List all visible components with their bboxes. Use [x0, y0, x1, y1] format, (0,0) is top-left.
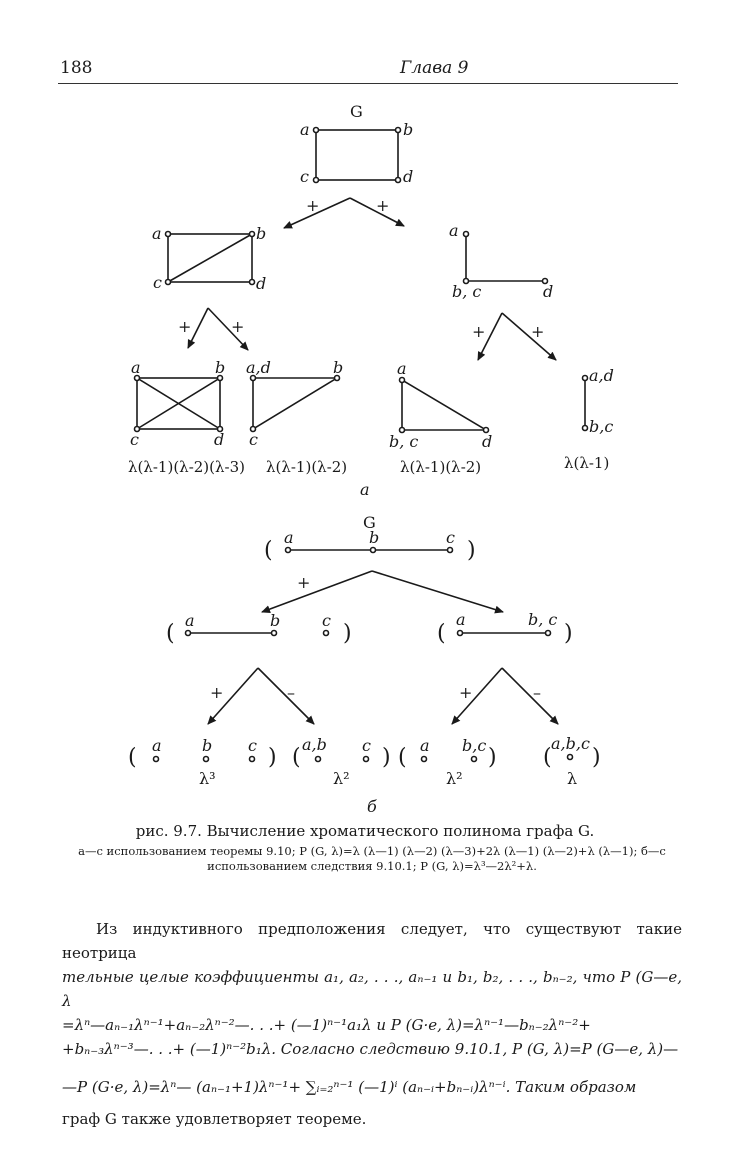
- plus-b2: +: [210, 683, 224, 702]
- paragraph-1-line-3: =λⁿ—aₙ₋₁λⁿ⁻¹+aₙ₋₂λⁿ⁻²—. . .+ (—1)ⁿ⁻¹a₁λ и P (G·e, λ)=λⁿ⁻¹—bₙ₋₂λⁿ⁻²+: [62, 1016, 591, 1034]
- plus-4: +: [231, 317, 245, 336]
- result-2: λ²: [333, 769, 350, 788]
- graph-path-bc: [449, 221, 553, 301]
- label-a: a: [284, 528, 294, 547]
- label-a: a: [131, 358, 141, 377]
- svg-text:): ): [382, 745, 391, 770]
- paragraph-2: граф G также удовлетворяет теореме.: [62, 1110, 367, 1128]
- minus-b2: –: [533, 683, 541, 702]
- svg-text:(: (: [398, 745, 407, 770]
- label-a: a: [152, 224, 162, 243]
- label-c: c: [362, 736, 371, 755]
- label-d: d: [214, 430, 225, 449]
- graph-g-square: [300, 102, 413, 186]
- paragraph-1-line-2: тельные целые коэффициенты a₁, a₂, . . ., aₙ₋₁ и b₁, b₂, . . ., bₙ₋₂, что P (G—e, λ: [62, 968, 682, 1010]
- label-c: c: [249, 430, 258, 449]
- plus-b3: +: [459, 683, 473, 702]
- arrow-b-3b: [502, 668, 558, 724]
- plus-1: +: [306, 196, 320, 215]
- svg-text:): ): [488, 745, 497, 770]
- polynomial-3: λ(λ-1)(λ-2): [400, 458, 482, 476]
- plus-5: +: [472, 322, 486, 341]
- arrow-b-2b: [258, 668, 314, 724]
- label-d: d: [403, 167, 414, 186]
- arrow-b-left: [262, 571, 372, 612]
- label-c: c: [300, 167, 309, 186]
- plus-3: +: [178, 317, 192, 336]
- svg-text:(: (: [437, 621, 446, 646]
- label-a: a: [397, 359, 407, 378]
- label-c: c: [130, 430, 139, 449]
- label-bc: b, c: [528, 610, 558, 629]
- svg-text:): ): [592, 745, 601, 770]
- result-1: λ³: [199, 769, 216, 788]
- figure-a: [128, 102, 614, 499]
- label-c: c: [446, 528, 455, 547]
- label-bc: b,c: [462, 736, 487, 755]
- polynomial-1: λ(λ-1)(λ-2)(λ-3): [128, 458, 245, 476]
- label-c: c: [248, 736, 257, 755]
- graph-square-diagonal: [152, 224, 266, 293]
- graph-k4: [130, 358, 225, 449]
- label-ad: a,d: [246, 358, 271, 377]
- label-a: a: [449, 221, 459, 240]
- graph-path-abc: [264, 528, 476, 563]
- label-d: d: [482, 432, 493, 451]
- graph-triangle-bc: [389, 359, 492, 451]
- label-b: b: [270, 611, 281, 630]
- label-a: a: [152, 736, 162, 755]
- subfigure-b-label: б: [367, 797, 377, 816]
- plus-6: +: [531, 322, 545, 341]
- label-a: a: [185, 611, 195, 630]
- plus-2: +: [376, 196, 390, 215]
- label-b: b: [403, 120, 414, 139]
- graph-triangle-ad: [246, 358, 343, 449]
- label-d: d: [543, 282, 554, 301]
- plus-b1: +: [297, 573, 311, 592]
- label-a: a: [420, 736, 430, 755]
- label-d: d: [256, 274, 267, 293]
- label-bc: b,c: [589, 417, 614, 436]
- svg-text:(: (: [543, 745, 552, 770]
- label-bc: b, c: [452, 282, 482, 301]
- arrow-b-right: [372, 571, 503, 612]
- paragraph-1-line-1: Из индуктивного предположения следует, что существуют такие неотрица: [62, 920, 682, 962]
- label-a: a: [300, 120, 310, 139]
- minus-b1: –: [287, 683, 295, 702]
- chapter-title: Глава 9: [400, 58, 469, 78]
- vertex-c: [314, 178, 319, 183]
- label-b: b: [215, 358, 226, 377]
- svg-text:): ): [564, 621, 573, 646]
- body-text: [62, 917, 682, 1131]
- svg-text:): ): [467, 538, 476, 563]
- label-ad: a,d: [589, 366, 614, 385]
- label-b: b: [369, 528, 380, 547]
- svg-text:): ): [268, 745, 277, 770]
- label-b: b: [256, 224, 267, 243]
- label-c: c: [322, 611, 331, 630]
- graph-ab-c: [166, 611, 352, 646]
- vertex-b: [396, 128, 401, 133]
- label-a: a: [456, 610, 466, 629]
- page-number: 188: [60, 58, 93, 78]
- label-b: b: [202, 736, 213, 755]
- result-4: λ: [567, 769, 578, 788]
- square-edges: [316, 130, 398, 180]
- graph-g-label: G: [350, 102, 363, 121]
- figure-b: [128, 513, 601, 816]
- label-ab: a,b: [302, 735, 327, 754]
- svg-text:(: (: [166, 621, 175, 646]
- polynomial-2: λ(λ-1)(λ-2): [266, 458, 348, 476]
- svg-text:(: (: [292, 745, 301, 770]
- label-c: c: [153, 273, 162, 292]
- paragraph-1-line-4: +bₙ₋₃λⁿ⁻³—. . .+ (—1)ⁿ⁻²b₁λ. Согласно следствию 9.10.1, P (G, λ)=P (G—e, λ)—: [62, 1040, 679, 1058]
- polynomial-4: λ(λ-1): [564, 454, 610, 472]
- figure-caption-title: рис. 9.7. Вычисление хроматического полинома графа G.: [135, 822, 595, 840]
- graph-a-bc: [437, 610, 573, 646]
- svg-text:(: (: [128, 745, 137, 770]
- vertex-d: [396, 178, 401, 183]
- subfigure-a-label: a: [360, 480, 370, 499]
- label-abc: a,b,c: [551, 734, 590, 753]
- graph-g-label: G: [363, 513, 376, 532]
- graph-edge: [583, 366, 614, 436]
- label-bc: b, c: [389, 432, 419, 451]
- paragraph-1-line-5: —P (G·e, λ)=λⁿ— (aₙ₋₁+1)λⁿ⁻¹+ ∑ᵢ₌₂ⁿ⁻¹ (—1)ⁱ (aₙ₋ᵢ+bₙ₋ᵢ)λⁿ⁻ⁱ. Таким образом: [62, 1078, 637, 1096]
- svg-text:): ): [343, 621, 352, 646]
- arrow-right-2b: [502, 313, 556, 360]
- vertex-a: [314, 128, 319, 133]
- svg-text:(: (: [264, 538, 273, 563]
- figure-caption-body: а—с использованием теоремы 9.10; P (G, λ)=λ (λ—1) (λ—2) (λ—3)+2λ (λ—1) (λ—2)+λ (λ—1); б—с использованием следствия 9.10.1; P (G, λ)=λ³—2λ²+λ.: [78, 844, 666, 873]
- label-b: b: [333, 358, 344, 377]
- result-3: λ²: [446, 769, 463, 788]
